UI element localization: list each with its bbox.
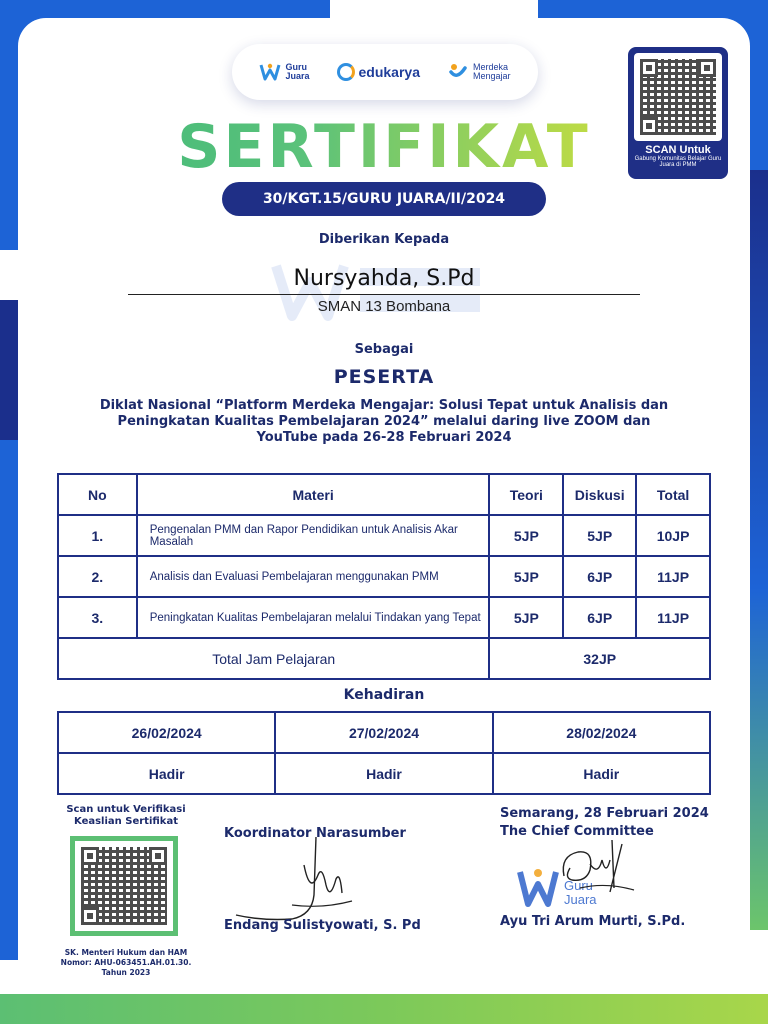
- certificate-title: SERTIFIKAT: [0, 112, 768, 182]
- table-header-row: [58, 474, 710, 515]
- header-teori: Teori: [489, 474, 563, 515]
- row-materi: Analisis dan Evaluasi Pembelajaran menggunakan PMM: [137, 556, 490, 597]
- row-teori: 5JP: [489, 515, 563, 556]
- event-description: Diklat Nasional “Platform Merdeka Mengajar: Solusi Tepat untuk Analisis dan Peningkatan Kualitas Pembelajaran 2024” melalui daring live ZOOM dan YouTube pada 26-28 Februari 2024: [99, 398, 669, 445]
- coordinator-signature: [232, 835, 362, 930]
- merdeka-mengajar-icon: [447, 62, 469, 82]
- header-no: No: [58, 474, 137, 515]
- partner-logos: [232, 44, 538, 100]
- bg-shape-bottom: [0, 994, 768, 1024]
- row-no: 1.: [58, 515, 137, 556]
- header-diskusi: Diskusi: [563, 474, 636, 515]
- merdeka-text-2: Mengajar: [472, 71, 511, 81]
- row-total: 11JP: [636, 597, 710, 638]
- stamp-text-2: Juara: [564, 892, 597, 907]
- row-materi: Pengenalan PMM dan Rapor Pendidikan untuk Analisis Akar Masalah: [137, 515, 490, 556]
- total-label: Total Jam Pelajaran: [58, 638, 489, 679]
- row-diskusi: 6JP: [563, 597, 636, 638]
- certificate-number: 30/KGT.15/GURU JUARA/II/2024: [222, 182, 546, 216]
- attendance-status: Hadir: [493, 753, 710, 794]
- edukarya-logo: [337, 63, 420, 81]
- merdeka-text-1: Merdeka: [472, 62, 508, 72]
- attendance-title: Kehadiran: [343, 687, 425, 703]
- merdeka-mengajar-logo: [447, 62, 511, 82]
- total-row: [58, 638, 710, 679]
- name-underline: [128, 294, 640, 295]
- attendance-status: Hadir: [58, 753, 275, 794]
- chief-name: Ayu Tri Arum Murti, S.Pd.: [500, 914, 686, 929]
- guru-juara-text-2: Juara: [285, 71, 310, 81]
- chief-signature: [550, 836, 640, 906]
- header-total: Total: [636, 474, 710, 515]
- row-total: 10JP: [636, 515, 710, 556]
- guru-juara-logo: [259, 62, 309, 82]
- verification-text: Scan untuk Verifikasi Keaslian Sertifikat: [66, 804, 186, 827]
- attendance-status-row: [58, 753, 710, 794]
- row-materi: Peningkatan Kualitas Pembelajaran melalui Tindakan yang Tepat: [137, 597, 490, 638]
- attendance-status: Hadir: [275, 753, 492, 794]
- materi-table: [57, 473, 711, 680]
- legal-registration-text: SK. Menteri Hukum dan HAM Nomor: AHU-063451.AH.01.30. Tahun 2023: [60, 948, 192, 977]
- guru-juara-icon: [259, 62, 281, 82]
- attendance-date: 27/02/2024: [275, 712, 492, 753]
- edukarya-icon: [337, 63, 355, 81]
- coordinator-name: Endang Sulistyowati, S. Pd: [224, 918, 421, 933]
- stamp-text-1: Guru: [564, 878, 593, 893]
- attendance-dates-row: [58, 712, 710, 753]
- total-value: 32JP: [489, 638, 710, 679]
- header-materi: Materi: [137, 474, 490, 515]
- attendance-table: [57, 711, 711, 795]
- row-diskusi: 5JP: [563, 515, 636, 556]
- row-teori: 5JP: [489, 597, 563, 638]
- guru-juara-text-1: Guru: [285, 62, 307, 72]
- row-teori: 5JP: [489, 556, 563, 597]
- table-row: [58, 597, 710, 638]
- given-to-label: Diberikan Kepada: [318, 232, 450, 247]
- attendance-date: 26/02/2024: [58, 712, 275, 753]
- row-diskusi: 6JP: [563, 556, 636, 597]
- recipient-school: SMAN 13 Bombana: [317, 298, 451, 315]
- place-and-date: Semarang, 28 Februari 2024: [500, 806, 709, 821]
- table-row: [58, 556, 710, 597]
- attendance-date: 28/02/2024: [493, 712, 710, 753]
- row-no: 3.: [58, 597, 137, 638]
- row-no: 2.: [58, 556, 137, 597]
- coordinator-label: Koordinator Narasumber: [224, 826, 406, 841]
- as-label: Sebagai: [354, 342, 414, 357]
- recipient-name: Nursyahda, S.Pd: [293, 266, 475, 291]
- recipient-role: PESERTA: [333, 366, 435, 388]
- table-row: [58, 515, 710, 556]
- row-total: 11JP: [636, 556, 710, 597]
- verification-qr-code[interactable]: [70, 836, 178, 936]
- chief-committee-title: The Chief Committee: [500, 824, 654, 839]
- edukarya-text: edukarya: [358, 64, 420, 80]
